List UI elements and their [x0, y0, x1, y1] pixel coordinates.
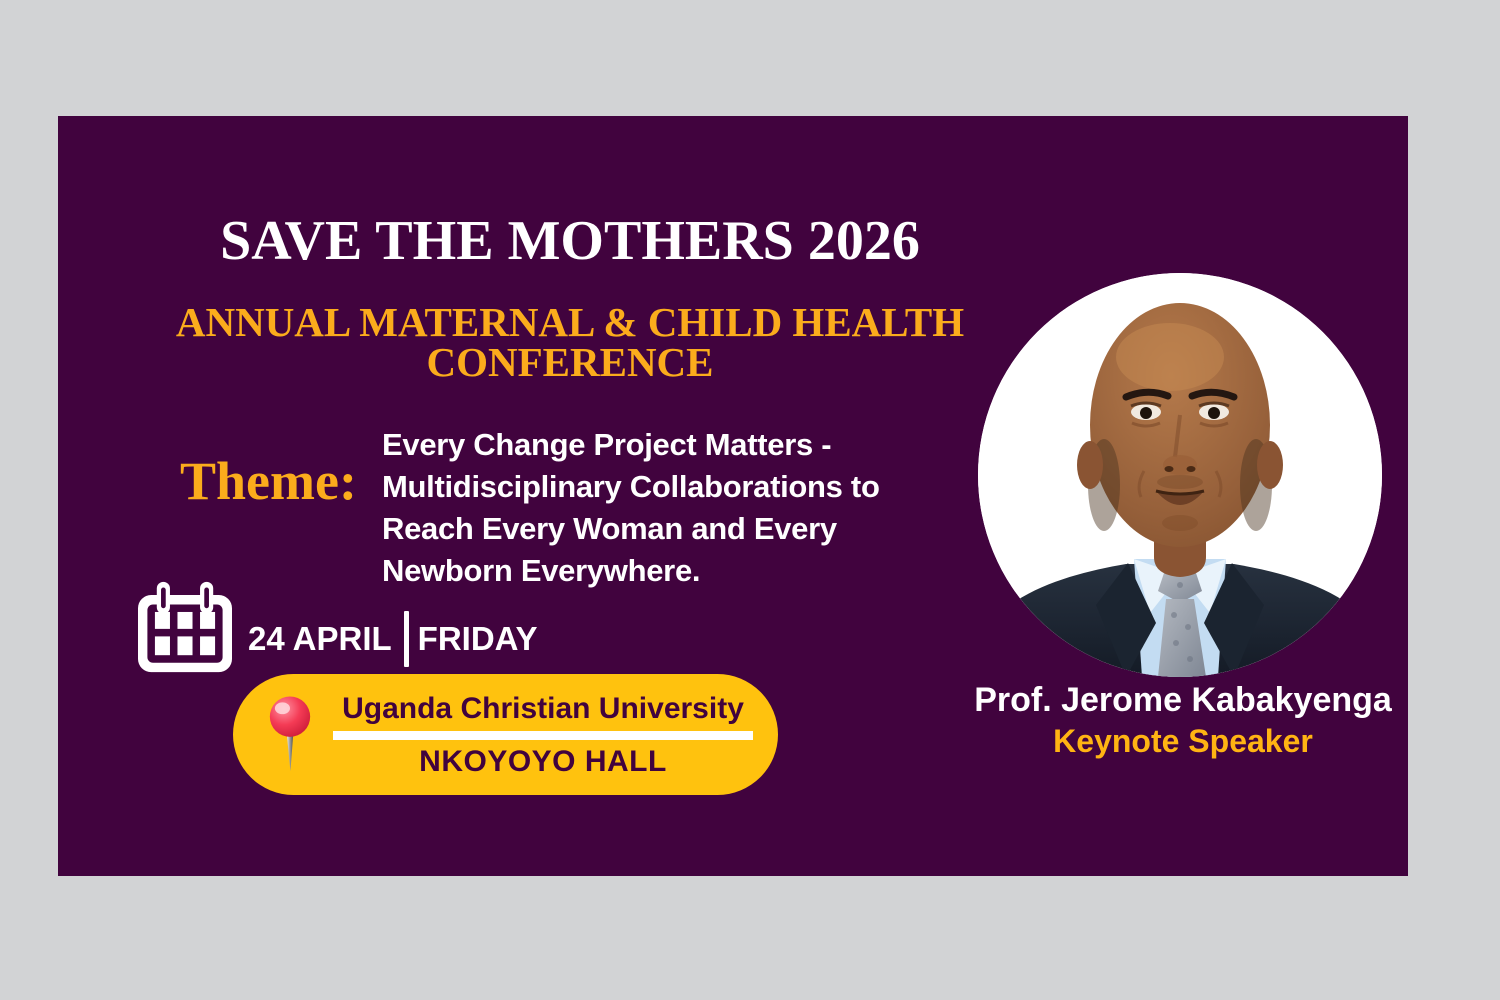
venue-hall: NKOYOYO HALL	[419, 744, 667, 778]
venue-pill	[233, 674, 778, 795]
poster-title: SAVE THE MOTHERS 2026	[220, 210, 920, 272]
theme-text-line-4: Newborn Everywhere.	[382, 553, 701, 588]
subtitle-line-1: ANNUAL MATERNAL & CHILD HEALTH	[175, 299, 965, 345]
theme-text-line-1: Every Change Project Matters -	[382, 427, 832, 462]
date-separator-bar	[404, 611, 409, 667]
speaker-name: Prof. Jerome Kabakyenga	[974, 681, 1392, 719]
poster-card	[58, 116, 1408, 876]
speaker-role: Keynote Speaker	[1053, 723, 1313, 759]
event-date-row	[248, 608, 537, 670]
speaker-portrait	[978, 273, 1382, 677]
venue-name: Uganda Christian University	[342, 691, 744, 725]
theme-text-line-3: Reach Every Woman and Every	[382, 511, 837, 546]
date-weekday: FRIDAY	[417, 620, 538, 657]
theme-text-line-2: Multidisciplinary Collaborations to	[382, 469, 880, 504]
venue-divider	[333, 731, 753, 740]
poster-subtitle	[150, 299, 990, 385]
theme-label: Theme:	[180, 451, 357, 511]
subtitle-line-2: CONFERENCE	[426, 339, 714, 385]
date-day-month: 24 APRIL	[248, 620, 392, 657]
theme-text	[382, 424, 972, 592]
push-pin-icon	[263, 694, 317, 778]
venue-info	[325, 674, 761, 795]
calendar-icon	[136, 580, 234, 674]
